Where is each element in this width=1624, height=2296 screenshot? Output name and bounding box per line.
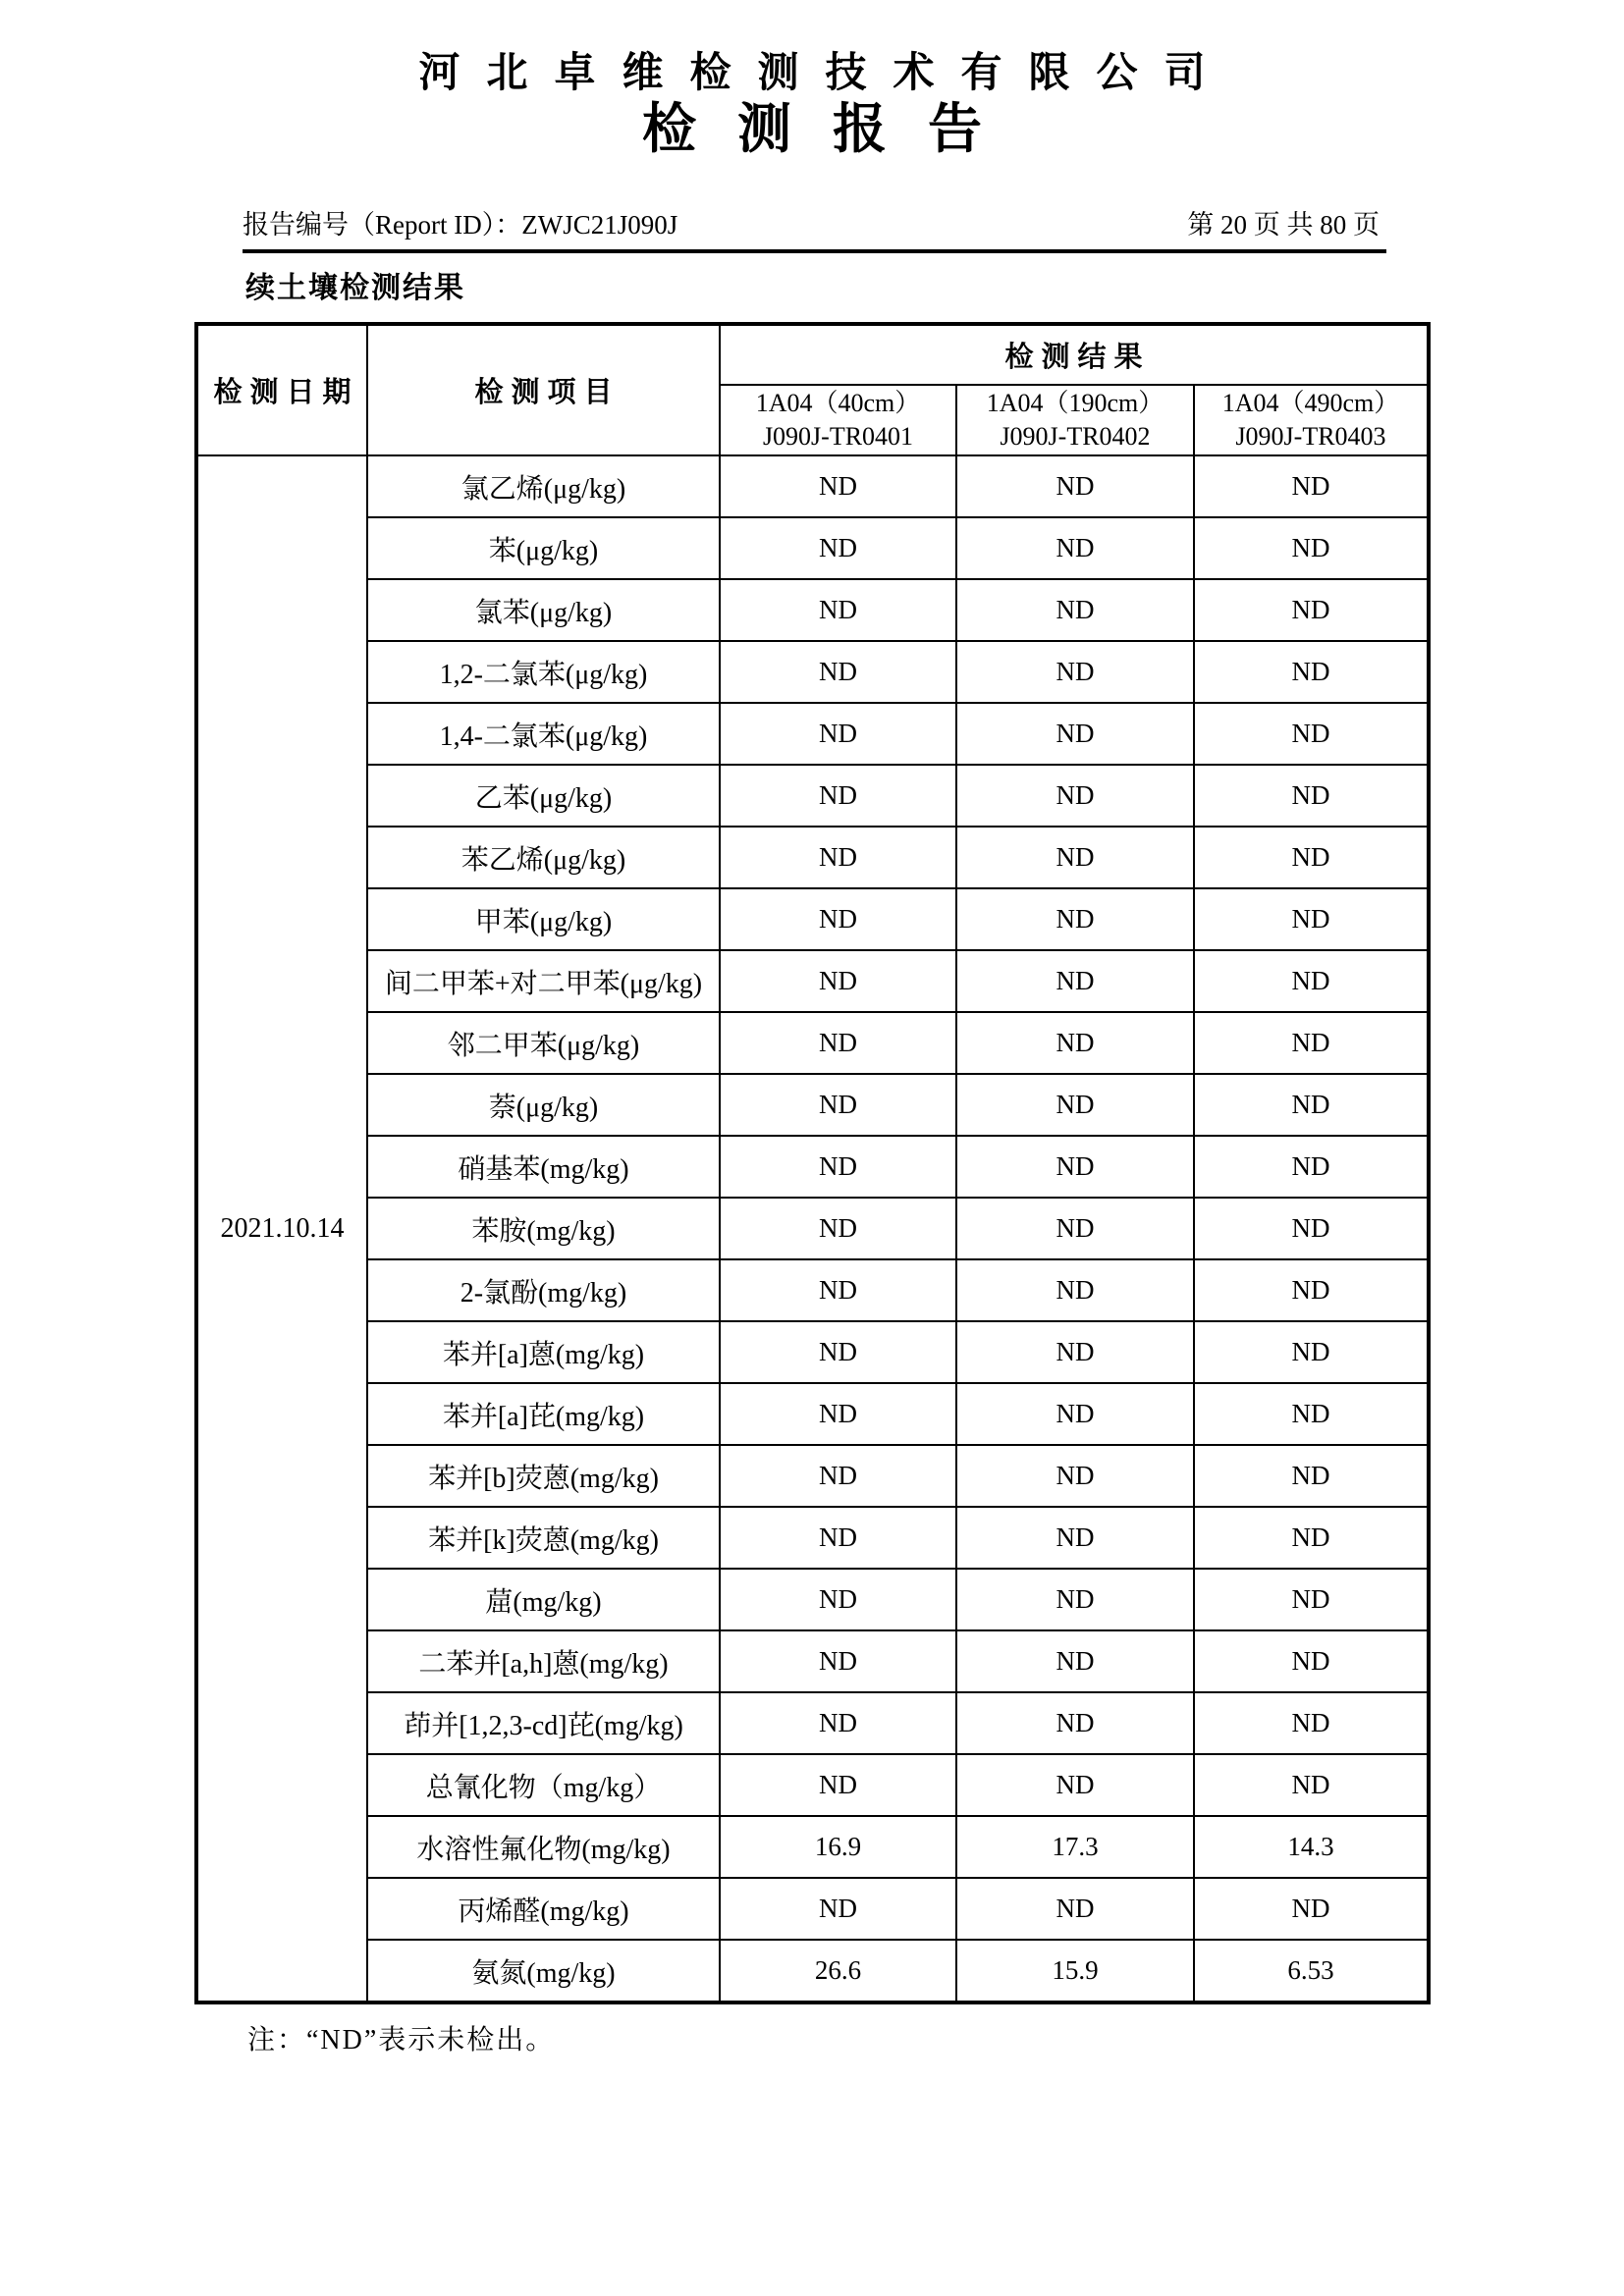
result-value-cell: ND bbox=[1194, 765, 1429, 827]
result-value-cell: 16.9 bbox=[720, 1816, 956, 1878]
result-value-cell: ND bbox=[1194, 950, 1429, 1012]
result-value-cell: ND bbox=[720, 1321, 956, 1383]
table-row bbox=[196, 1507, 1429, 1569]
result-value-cell: 6.53 bbox=[1194, 1940, 1429, 2002]
result-value-cell: ND bbox=[1194, 1630, 1429, 1692]
test-item-cell: 氯乙烯(μg/kg) bbox=[367, 455, 720, 517]
result-value-cell: ND bbox=[956, 641, 1194, 703]
test-item-cell: 硝基苯(mg/kg) bbox=[367, 1136, 720, 1198]
result-value-cell: ND bbox=[1194, 1321, 1429, 1383]
result-value-cell: ND bbox=[720, 765, 956, 827]
sample-1-code: J090J-TR0401 bbox=[762, 422, 914, 452]
result-value-cell: ND bbox=[1194, 579, 1429, 641]
result-value-cell: ND bbox=[1194, 1074, 1429, 1136]
result-value-cell: ND bbox=[720, 1198, 956, 1259]
result-value-cell: ND bbox=[956, 950, 1194, 1012]
result-value-cell: ND bbox=[956, 1383, 1194, 1445]
result-value-cell: 17.3 bbox=[956, 1816, 1194, 1878]
company-name: 河北卓维检测技术有限公司 bbox=[418, 51, 1232, 96]
result-value-cell: ND bbox=[720, 950, 956, 1012]
sample-3-id: 1A04（490cm） bbox=[1221, 389, 1400, 418]
result-value-cell: ND bbox=[720, 1878, 956, 1940]
table-row bbox=[196, 1816, 1429, 1878]
table-row bbox=[196, 1445, 1429, 1507]
test-item-cell: 苯胺(mg/kg) bbox=[367, 1198, 720, 1259]
test-item-cell: 茚并[1,2,3-cd]芘(mg/kg) bbox=[367, 1692, 720, 1754]
table-header-row-1 bbox=[196, 324, 1429, 385]
result-value-cell: 15.9 bbox=[956, 1940, 1194, 2002]
table-row bbox=[196, 1259, 1429, 1321]
result-value-cell: ND bbox=[956, 1198, 1194, 1259]
result-value-cell: ND bbox=[1194, 827, 1429, 888]
test-item-cell: 苯(μg/kg) bbox=[367, 517, 720, 579]
section-title: 续土壤检测结果 bbox=[245, 272, 465, 305]
result-value-cell: ND bbox=[720, 703, 956, 765]
report-id: 报告编号（Report ID）：ZWJC21J090J bbox=[243, 210, 678, 240]
table-row bbox=[196, 455, 1429, 517]
test-item-cell: 1,2-二氯苯(μg/kg) bbox=[367, 641, 720, 703]
result-value-cell: ND bbox=[1194, 888, 1429, 950]
test-item-cell: 2-氯酚(mg/kg) bbox=[367, 1259, 720, 1321]
table-row bbox=[196, 1321, 1429, 1383]
result-value-cell: ND bbox=[720, 1259, 956, 1321]
result-value-cell: ND bbox=[956, 703, 1194, 765]
result-value-cell: ND bbox=[1194, 455, 1429, 517]
result-value-cell: ND bbox=[956, 455, 1194, 517]
test-item-cell: 间二甲苯+对二甲苯(μg/kg) bbox=[367, 950, 720, 1012]
table-row bbox=[196, 827, 1429, 888]
table-row bbox=[196, 579, 1429, 641]
test-date-cell: 2021.10.14 bbox=[196, 455, 367, 2002]
table-row bbox=[196, 641, 1429, 703]
result-value-cell: ND bbox=[1194, 517, 1429, 579]
table-row bbox=[196, 1878, 1429, 1940]
result-value-cell: ND bbox=[956, 1878, 1194, 1940]
table-row bbox=[196, 1383, 1429, 1445]
result-value-cell: ND bbox=[1194, 1507, 1429, 1569]
sample-2-id: 1A04（190cm） bbox=[986, 389, 1164, 418]
result-value-cell: ND bbox=[1194, 1136, 1429, 1198]
result-value-cell: 26.6 bbox=[720, 1940, 956, 2002]
test-item-cell: 乙苯(μg/kg) bbox=[367, 765, 720, 827]
result-value-cell: ND bbox=[720, 1692, 956, 1754]
result-value-cell: ND bbox=[956, 1630, 1194, 1692]
result-value-cell: ND bbox=[956, 1259, 1194, 1321]
table-row bbox=[196, 765, 1429, 827]
result-value-cell: ND bbox=[956, 579, 1194, 641]
sample-2-code: J090J-TR0402 bbox=[1000, 422, 1151, 452]
table-row bbox=[196, 1692, 1429, 1754]
test-item-cell: 萘(μg/kg) bbox=[367, 1074, 720, 1136]
result-value-cell: ND bbox=[720, 641, 956, 703]
result-value-cell: ND bbox=[956, 888, 1194, 950]
results-table-body bbox=[196, 455, 1429, 2002]
column-header-sample-1 bbox=[720, 385, 956, 455]
result-value-cell: ND bbox=[1194, 703, 1429, 765]
table-row bbox=[196, 1630, 1429, 1692]
sample-3-code: J090J-TR0403 bbox=[1235, 422, 1386, 452]
result-value-cell: ND bbox=[720, 888, 956, 950]
test-item-cell: 苯并[k]荧蒽(mg/kg) bbox=[367, 1507, 720, 1569]
result-value-cell: ND bbox=[956, 827, 1194, 888]
test-item-cell: 䓛(mg/kg) bbox=[367, 1569, 720, 1630]
result-value-cell: ND bbox=[720, 1136, 956, 1198]
result-value-cell: ND bbox=[956, 1569, 1194, 1630]
test-item-cell: 氯苯(μg/kg) bbox=[367, 579, 720, 641]
result-value-cell: ND bbox=[956, 1321, 1194, 1383]
column-header-results-group: 检测结果 bbox=[720, 324, 1429, 385]
result-value-cell: ND bbox=[956, 1136, 1194, 1198]
test-item-cell: 1,4-二氯苯(μg/kg) bbox=[367, 703, 720, 765]
result-value-cell: ND bbox=[720, 1445, 956, 1507]
result-value-cell: ND bbox=[720, 455, 956, 517]
result-value-cell: ND bbox=[1194, 1878, 1429, 1940]
table-row bbox=[196, 703, 1429, 765]
test-item-cell: 丙烯醛(mg/kg) bbox=[367, 1878, 720, 1940]
table-row bbox=[196, 517, 1429, 579]
result-value-cell: ND bbox=[956, 1507, 1194, 1569]
table-row bbox=[196, 1198, 1429, 1259]
test-item-cell: 总氰化物（mg/kg） bbox=[367, 1754, 720, 1816]
result-value-cell: ND bbox=[956, 1012, 1194, 1074]
result-value-cell: ND bbox=[1194, 1754, 1429, 1816]
test-item-cell: 二苯并[a,h]蒽(mg/kg) bbox=[367, 1630, 720, 1692]
column-header-date: 检测日期 bbox=[196, 324, 367, 455]
table-row bbox=[196, 950, 1429, 1012]
table-row bbox=[196, 1754, 1429, 1816]
result-value-cell: ND bbox=[720, 1630, 956, 1692]
result-value-cell: ND bbox=[720, 1507, 956, 1569]
test-item-cell: 氨氮(mg/kg) bbox=[367, 1940, 720, 2002]
test-item-cell: 水溶性氟化物(mg/kg) bbox=[367, 1816, 720, 1878]
result-value-cell: ND bbox=[720, 1012, 956, 1074]
result-value-cell: ND bbox=[956, 1074, 1194, 1136]
page-number: 第 20 页 共 80 页 bbox=[1187, 210, 1380, 240]
result-value-cell: ND bbox=[1194, 1692, 1429, 1754]
report-meta-line bbox=[243, 203, 1380, 241]
result-value-cell: ND bbox=[720, 1754, 956, 1816]
result-value-cell: ND bbox=[956, 517, 1194, 579]
result-value-cell: ND bbox=[720, 1383, 956, 1445]
soil-results-table bbox=[194, 322, 1431, 2004]
column-header-item: 检测项目 bbox=[367, 324, 720, 455]
column-header-sample-3 bbox=[1194, 385, 1429, 455]
result-value-cell: ND bbox=[1194, 1259, 1429, 1321]
table-row bbox=[196, 1074, 1429, 1136]
result-value-cell: ND bbox=[720, 517, 956, 579]
sample-1-id: 1A04（40cm） bbox=[755, 389, 921, 418]
result-value-cell: ND bbox=[720, 1074, 956, 1136]
result-value-cell: ND bbox=[956, 1445, 1194, 1507]
result-value-cell: ND bbox=[1194, 1445, 1429, 1507]
result-value-cell: ND bbox=[720, 579, 956, 641]
table-row bbox=[196, 1136, 1429, 1198]
result-value-cell: ND bbox=[956, 765, 1194, 827]
result-value-cell: ND bbox=[720, 827, 956, 888]
result-value-cell: ND bbox=[1194, 641, 1429, 703]
result-value-cell: ND bbox=[1194, 1383, 1429, 1445]
header-divider bbox=[243, 249, 1386, 253]
result-value-cell: 14.3 bbox=[1194, 1816, 1429, 1878]
column-header-sample-2 bbox=[956, 385, 1194, 455]
footnote: 注：“ND”表示未检出。 bbox=[247, 2025, 556, 2056]
table-row bbox=[196, 1012, 1429, 1074]
result-value-cell: ND bbox=[1194, 1569, 1429, 1630]
report-title: 检测报告 bbox=[641, 99, 1023, 160]
result-value-cell: ND bbox=[720, 1569, 956, 1630]
table-row bbox=[196, 1569, 1429, 1630]
result-value-cell: ND bbox=[1194, 1012, 1429, 1074]
table-row bbox=[196, 888, 1429, 950]
test-item-cell: 苯并[a]芘(mg/kg) bbox=[367, 1383, 720, 1445]
result-value-cell: ND bbox=[1194, 1198, 1429, 1259]
result-value-cell: ND bbox=[956, 1692, 1194, 1754]
test-item-cell: 苯并[b]荧蒽(mg/kg) bbox=[367, 1445, 720, 1507]
test-item-cell: 邻二甲苯(μg/kg) bbox=[367, 1012, 720, 1074]
test-item-cell: 苯并[a]蒽(mg/kg) bbox=[367, 1321, 720, 1383]
result-value-cell: ND bbox=[956, 1754, 1194, 1816]
table-row bbox=[196, 1940, 1429, 2002]
test-item-cell: 甲苯(μg/kg) bbox=[367, 888, 720, 950]
test-item-cell: 苯乙烯(μg/kg) bbox=[367, 827, 720, 888]
